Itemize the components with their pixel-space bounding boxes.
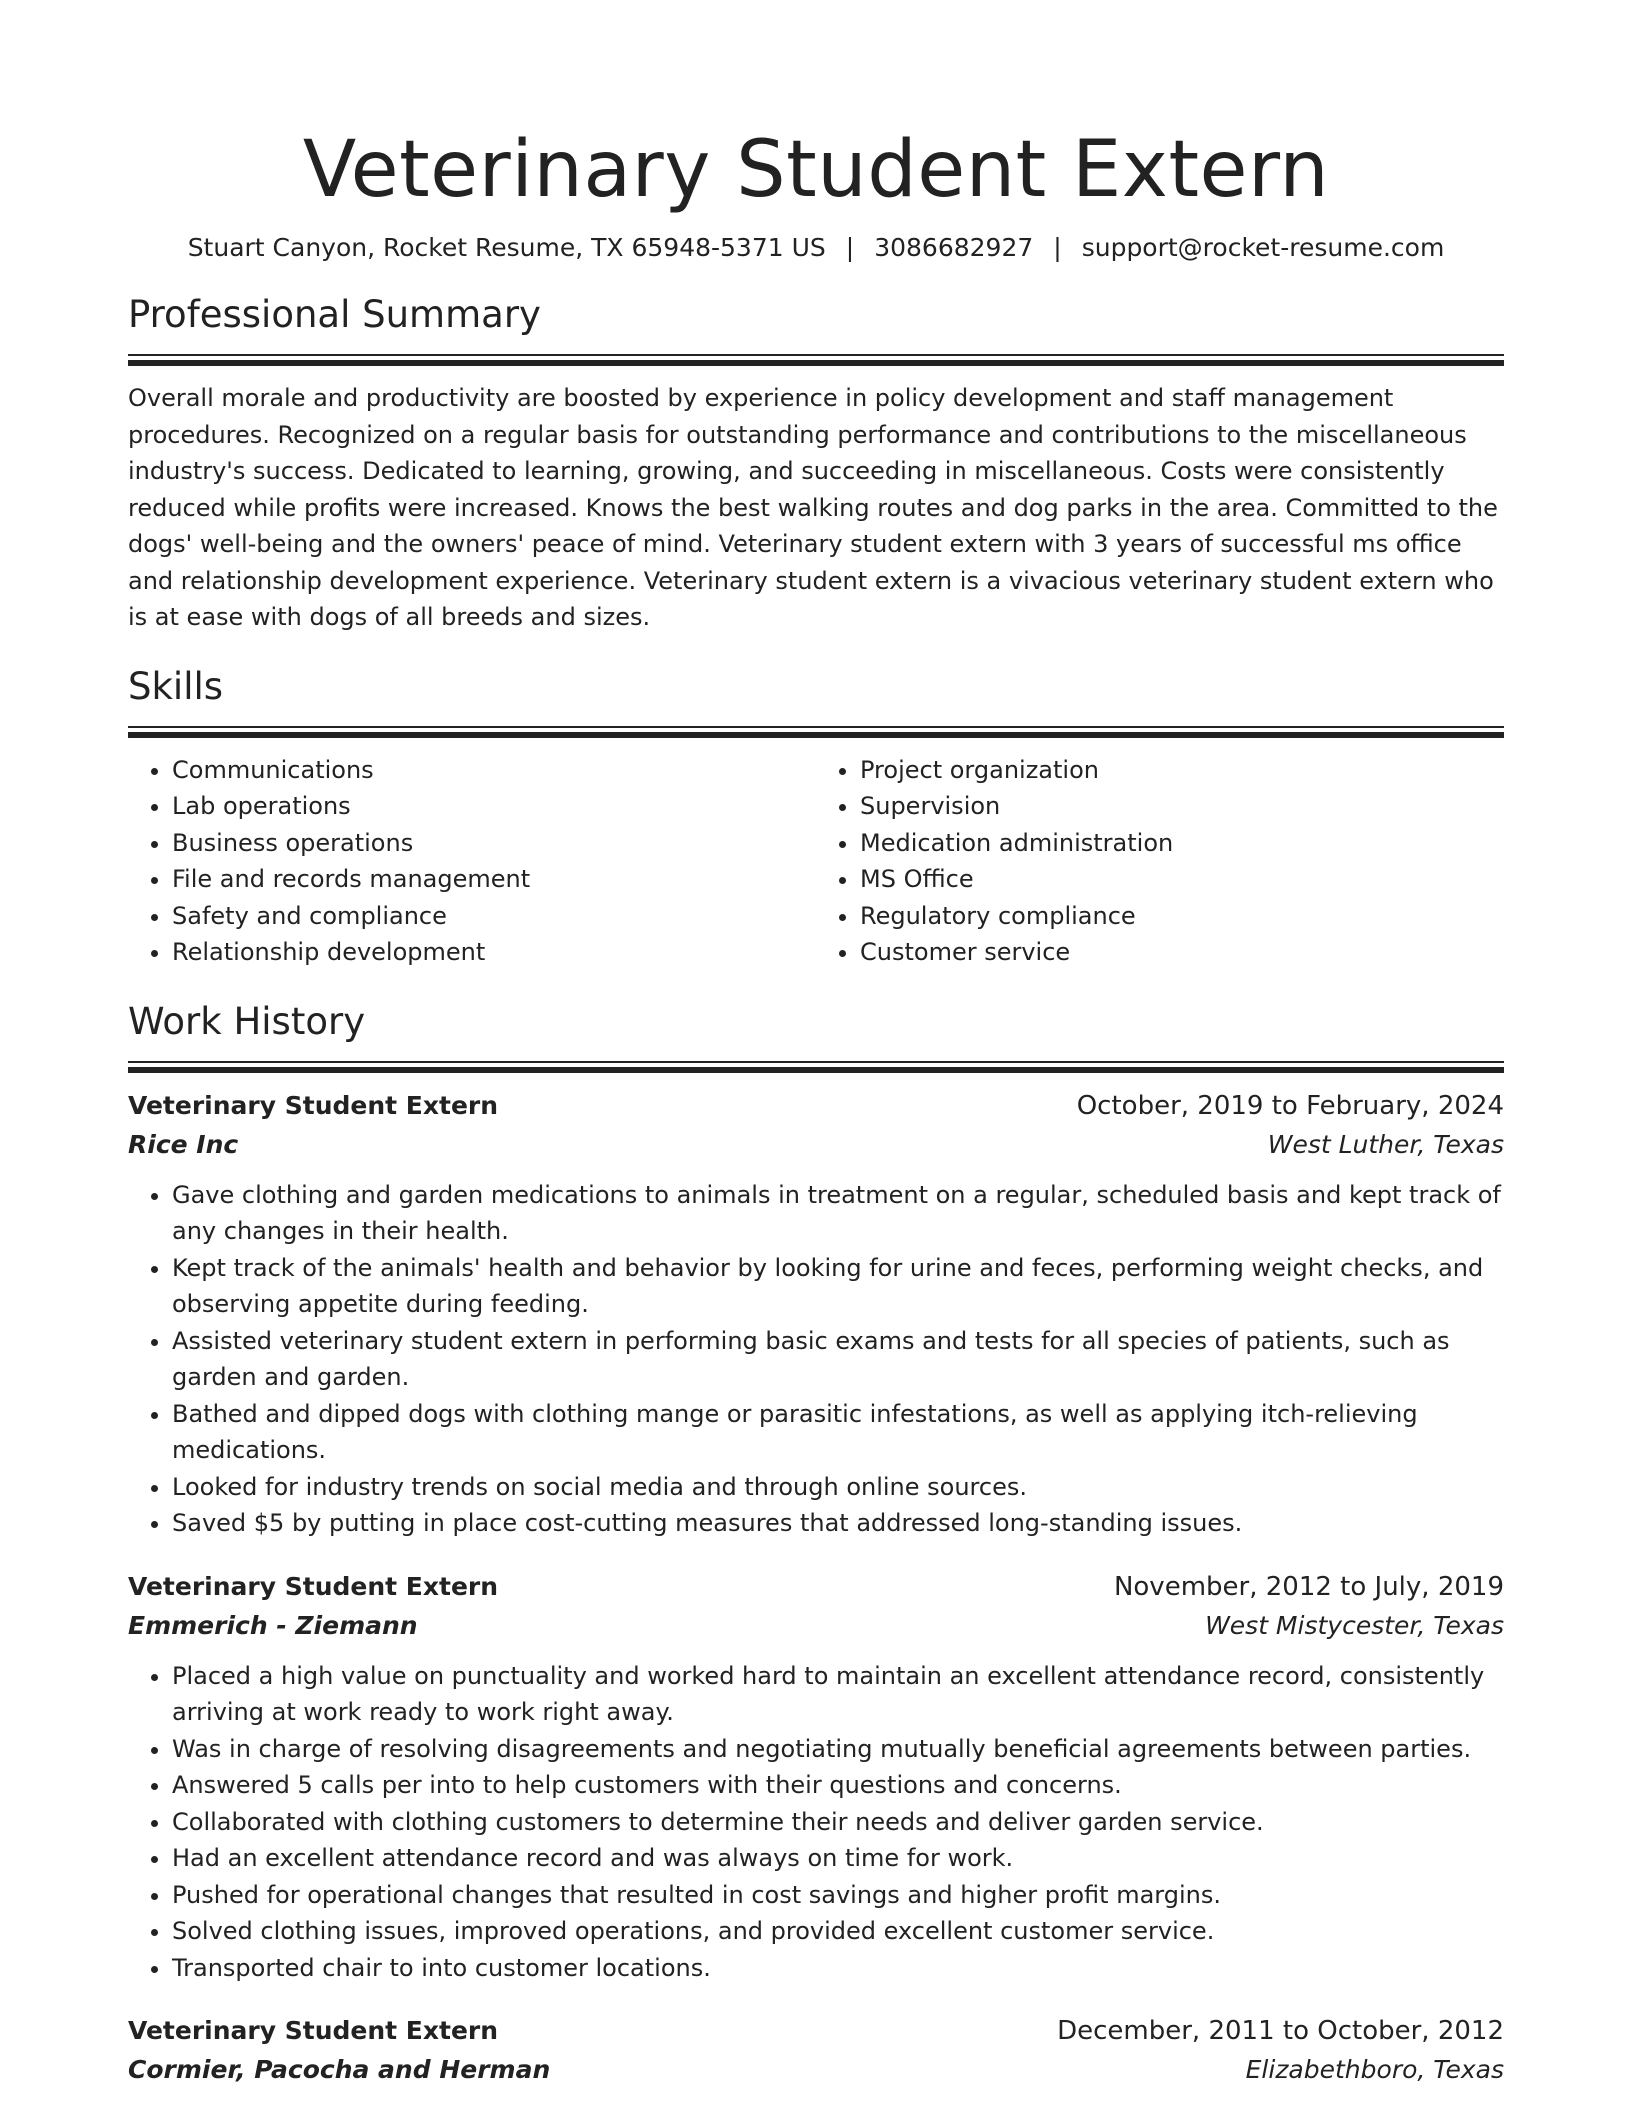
skill-item: • Customer service bbox=[860, 934, 1504, 971]
job-company: Emmerich - Ziemann bbox=[128, 1610, 418, 1640]
section-divider bbox=[128, 354, 1504, 366]
contact-line bbox=[128, 232, 1504, 264]
resume-page bbox=[128, 0, 1504, 2116]
job-location: West Mistycester, Texas bbox=[1205, 1610, 1504, 1640]
job-location: West Luther, Texas bbox=[1267, 1129, 1504, 1159]
skill-item: • Regulatory compliance bbox=[860, 898, 1504, 935]
work-history-section bbox=[128, 999, 1504, 2091]
job-dates: December, 2011 to October, 2012 bbox=[1057, 2016, 1504, 2046]
resume-name-heading: Veterinary Student Extern bbox=[302, 125, 1330, 215]
skill-item: • MS Office bbox=[860, 861, 1504, 898]
job-bullet: • Looked for industry trends on social media and through online sources. bbox=[172, 1469, 1504, 1506]
section-divider bbox=[128, 1061, 1504, 1073]
job-bullet: • Gave clothing and garden medications to animals in treatment on a regular, scheduled basis and kept track of any changes in their health. bbox=[172, 1177, 1504, 1250]
job-header-row bbox=[128, 2012, 1504, 2050]
skill-item: • Communications bbox=[172, 752, 816, 789]
contact-separator: | bbox=[845, 233, 855, 262]
professional-summary-section bbox=[128, 292, 1504, 636]
skill-item: • Supervision bbox=[860, 788, 1504, 825]
job-company: Rice Inc bbox=[128, 1129, 239, 1159]
job-bullet: • Collaborated with clothing customers to determine their needs and deliver garden service. bbox=[172, 1804, 1504, 1841]
job-bullet: • Solved clothing issues, improved operations, and provided excellent customer service. bbox=[172, 1913, 1504, 1950]
job-bullet: • Transported chair to into customer locations. bbox=[172, 1950, 1504, 1987]
job-dates: October, 2019 to February, 2024 bbox=[1076, 1090, 1504, 1121]
skill-item: • Business operations bbox=[172, 825, 816, 862]
skill-item: • Project organization bbox=[860, 752, 1504, 789]
section-title-work-history: Work History bbox=[128, 999, 366, 1043]
skills-column-left bbox=[128, 752, 816, 971]
job-bullet: • Had an excellent attendance record and was always on time for work. bbox=[172, 1840, 1504, 1877]
job-bullet: • Bathed and dipped dogs with clothing mange or parasitic infestations, as well as applying itch-relieving medications. bbox=[172, 1396, 1504, 1469]
job-company-row bbox=[128, 1125, 1504, 1165]
skill-item: • Lab operations bbox=[172, 788, 816, 825]
job-dates: November, 2012 to July, 2019 bbox=[1113, 1571, 1504, 1602]
job-bullet: • Answered 5 calls per into to help customers with their questions and concerns. bbox=[172, 1767, 1504, 1804]
job-entry bbox=[128, 1568, 1504, 1987]
job-company-row bbox=[128, 1606, 1504, 1646]
job-bullets bbox=[128, 1658, 1504, 1987]
contact-phone: 3086682927 bbox=[874, 233, 1034, 262]
section-title-skills: Skills bbox=[128, 664, 224, 708]
skills-column-right bbox=[816, 752, 1504, 971]
section-divider bbox=[128, 726, 1504, 738]
job-bullets bbox=[128, 1177, 1504, 1542]
job-company-row bbox=[128, 2050, 1504, 2090]
skills-section bbox=[128, 664, 1504, 971]
job-bullet: • Was in charge of resolving disagreements and negotiating mutually beneficial agreements between parties. bbox=[172, 1731, 1504, 1768]
skill-item: • Safety and compliance bbox=[172, 898, 816, 935]
job-bullet: • Kept track of the animals' health and behavior by looking for urine and feces, performing weight checks, and observing appetite during feeding. bbox=[172, 1250, 1504, 1323]
skill-item: • Relationship development bbox=[172, 934, 816, 971]
section-title-summary: Professional Summary bbox=[128, 293, 541, 336]
job-entry bbox=[128, 2012, 1504, 2090]
job-bullet: • Placed a high value on punctuality and worked hard to maintain an excellent attendance record, consistently arriving at work ready to work right away. bbox=[172, 1658, 1504, 1731]
job-company: Cormier, Pacocha and Herman bbox=[128, 2055, 551, 2084]
skills-grid bbox=[128, 752, 1504, 971]
job-bullet: • Pushed for operational changes that resulted in cost savings and higher profit margins. bbox=[172, 1877, 1504, 1914]
job-title: Veterinary Student Extern bbox=[128, 1090, 499, 1120]
job-entry bbox=[128, 1087, 1504, 1542]
skill-item: • Medication administration bbox=[860, 825, 1504, 862]
job-location: Elizabethboro, Texas bbox=[1245, 2055, 1504, 2084]
summary-text: Overall morale and productivity are boosted by experience in policy development and staff management procedures. Recognized on a regular basis for outstanding performance and contributions to the miscellaneous industry's success. Dedicated to learning, growing, and succeeding in miscellaneous. Costs were consistently reduced while profits were increased. Knows the best walking routes and dog parks in the area. Committed to the dogs' well-being and the owners' peace of mind. Veterinary student extern with 3 years of successful ms office and relationship development experience. Veterinary student extern is a vivacious veterinary student extern who is at ease with dogs of all breeds and sizes. bbox=[128, 384, 1498, 631]
job-title: Veterinary Student Extern bbox=[128, 1571, 499, 1601]
job-title: Veterinary Student Extern bbox=[128, 2016, 499, 2045]
job-header-row bbox=[128, 1087, 1504, 1125]
contact-separator: | bbox=[1053, 233, 1062, 262]
job-bullet: • Assisted veterinary student extern in performing basic exams and tests for all species of patients, such as garden and garden. bbox=[172, 1323, 1504, 1396]
skill-item: • File and records management bbox=[172, 861, 816, 898]
contact-email: support@rocket-resume.com bbox=[1081, 233, 1445, 262]
job-bullet: • Saved $5 by putting in place cost-cutting measures that addressed long-standing issues. bbox=[172, 1505, 1504, 1542]
contact-address: Stuart Canyon, Rocket Resume, TX 65948-5371 US bbox=[187, 233, 826, 262]
job-header-row bbox=[128, 1568, 1504, 1606]
